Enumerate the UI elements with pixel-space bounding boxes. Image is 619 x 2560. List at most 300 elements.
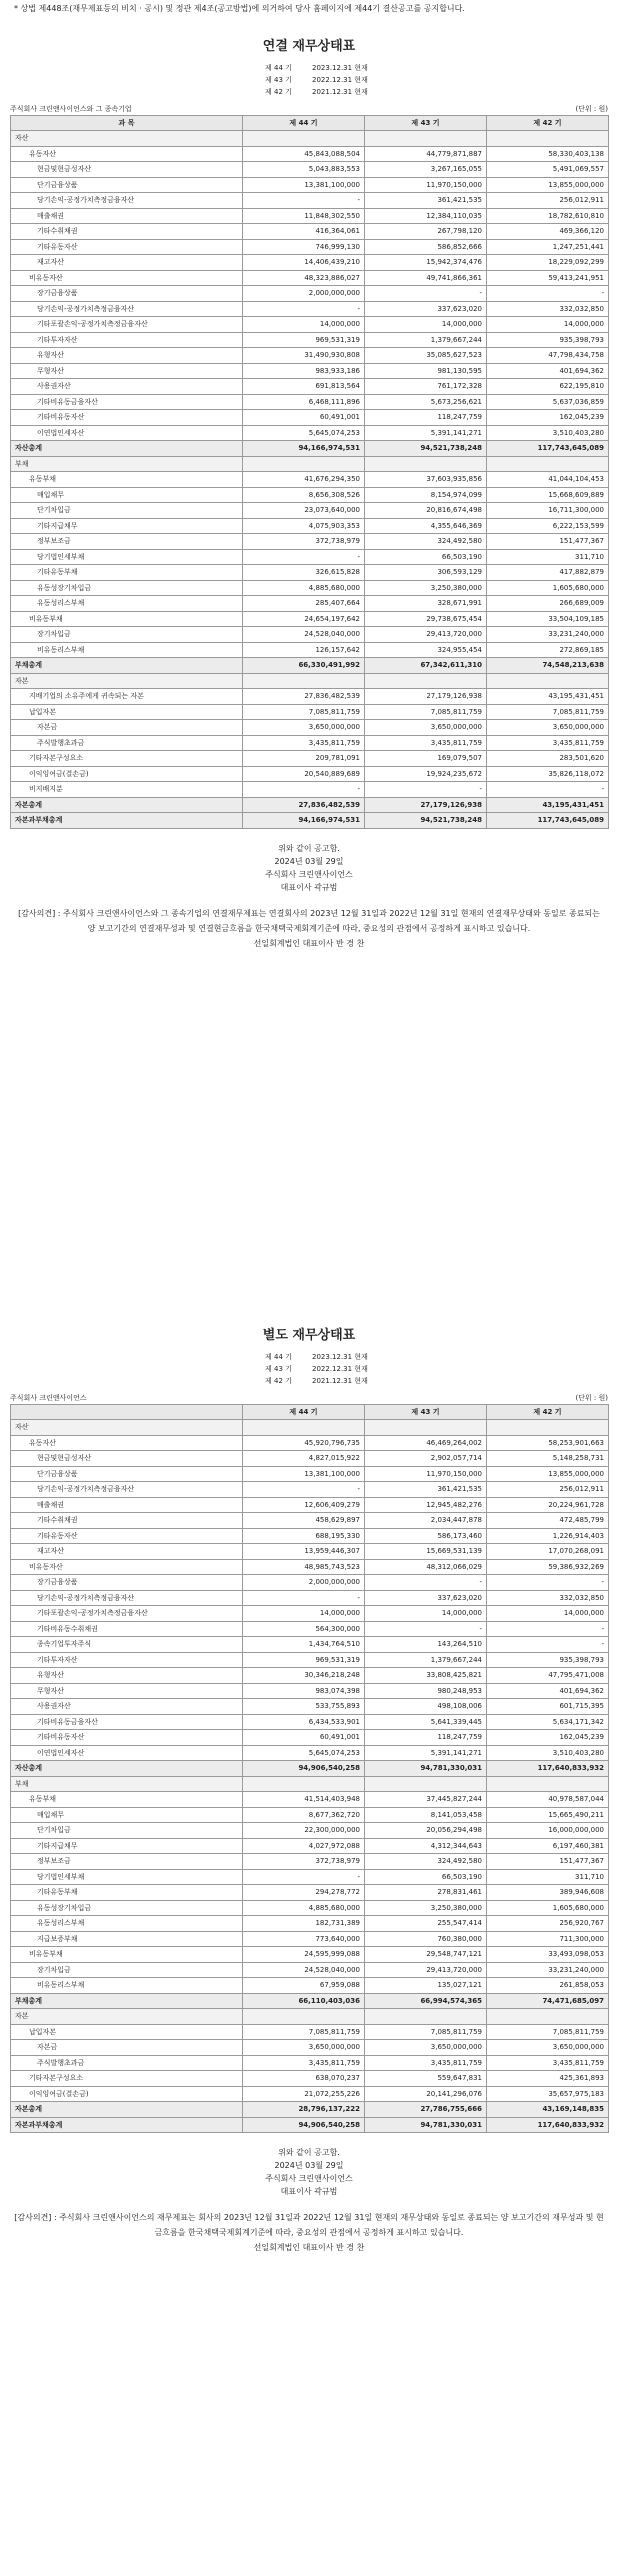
amount-cell: 151,477,367: [487, 1854, 609, 1870]
amount-cell: 169,079,507: [365, 751, 487, 767]
amount-cell: 41,044,104,453: [487, 472, 609, 488]
consolidated-statement: [10, 36, 608, 951]
account-name: 자본과부채총계: [11, 813, 243, 829]
amount-cell: 337,623,020: [365, 1590, 487, 1606]
amount-cell: [243, 673, 365, 689]
separate-statement: [10, 1325, 608, 2255]
amount-cell: [487, 1420, 609, 1436]
amount-cell: 3,250,380,000: [365, 1900, 487, 1916]
table-row: [11, 534, 609, 550]
table-row: [11, 177, 609, 193]
amount-cell: 3,435,811,759: [243, 735, 365, 751]
table-row: [11, 301, 609, 317]
amount-cell: 5,634,171,342: [487, 1714, 609, 1730]
account-name: 이연법인세자산: [11, 1745, 243, 1761]
table-row: [11, 1900, 609, 1916]
period-line: 제 42 기 2021.12.31 현재: [265, 1377, 368, 1386]
account-name: 매출채권: [11, 1497, 243, 1513]
account-name: 당기손익-공정가치측정금융자산: [11, 1482, 243, 1498]
amount-cell: -: [487, 782, 609, 798]
amount-cell: 1,605,680,000: [487, 1900, 609, 1916]
account-name: 사용권자산: [11, 1699, 243, 1715]
table-row: [11, 1606, 609, 1622]
amount-cell: 1,379,667,244: [365, 332, 487, 348]
table-row: [11, 1621, 609, 1637]
column-header: 과 목: [11, 115, 243, 131]
amount-cell: 43,195,431,451: [487, 797, 609, 813]
amount-cell: 13,959,446,307: [243, 1544, 365, 1560]
amount-cell: 983,074,398: [243, 1683, 365, 1699]
amount-cell: 59,386,932,269: [487, 1559, 609, 1575]
amount-cell: 27,179,126,938: [365, 797, 487, 813]
amount-cell: 94,906,540,258: [243, 1761, 365, 1777]
amount-cell: [365, 1420, 487, 1436]
balance-sheet-table: [10, 115, 609, 829]
table-row: [11, 1528, 609, 1544]
amount-cell: 935,398,793: [487, 1652, 609, 1668]
table-row: [11, 162, 609, 178]
table-row: [11, 193, 609, 209]
amount-cell: 33,231,240,000: [487, 1962, 609, 1978]
amount-cell: 117,640,833,932: [487, 2117, 609, 2133]
audit-opinion: [10, 2210, 608, 2255]
account-name: 납입자본: [11, 704, 243, 720]
table-row: [11, 425, 609, 441]
amount-cell: 15,665,490,211: [487, 1807, 609, 1823]
company-name: 주식회사 크린앤사이언스와 그 종속기업: [10, 104, 132, 113]
table-row: [11, 503, 609, 519]
audit-opinion: [10, 906, 608, 951]
account-name: 주식발행초과금: [11, 2055, 243, 2071]
account-name: 장기차입금: [11, 1962, 243, 1978]
amount-cell: 27,786,755,666: [365, 2102, 487, 2118]
account-name: 자본: [11, 2009, 243, 2025]
unit-label: (단위 : 원): [575, 104, 608, 113]
account-name: 정부보조금: [11, 534, 243, 550]
amount-cell: -: [365, 1621, 487, 1637]
category-row: [11, 1420, 609, 1436]
amount-cell: 27,836,482,539: [243, 797, 365, 813]
amount-cell: 94,521,738,248: [365, 813, 487, 829]
account-name: 정부보조금: [11, 1854, 243, 1870]
amount-cell: 472,485,799: [487, 1513, 609, 1529]
amount-cell: 33,504,109,185: [487, 611, 609, 627]
amount-cell: 47,798,434,758: [487, 348, 609, 364]
amount-cell: 45,843,088,504: [243, 146, 365, 162]
column-header: 제 42 기: [487, 115, 609, 131]
section-title: 연결 재무상태표: [262, 39, 356, 54]
table-row: [11, 317, 609, 333]
account-name: 유동성리스부채: [11, 596, 243, 612]
table-row: [11, 1637, 609, 1653]
amount-cell: 7,085,811,759: [365, 704, 487, 720]
amount-cell: 48,312,066,029: [365, 1559, 487, 1575]
amount-cell: -: [243, 1590, 365, 1606]
footer-company: 주식회사 크린앤사이언스: [265, 869, 353, 879]
table-row: [11, 720, 609, 736]
amount-cell: 44,779,871,887: [365, 146, 487, 162]
table-row: [11, 2040, 609, 2056]
account-name: 유동자산: [11, 1435, 243, 1451]
amount-cell: 35,826,118,072: [487, 766, 609, 782]
table-row: [11, 642, 609, 658]
amount-cell: 15,669,531,139: [365, 1544, 487, 1560]
amount-cell: 311,710: [487, 549, 609, 565]
amount-cell: -: [243, 1482, 365, 1498]
account-name: 당기법인세부채: [11, 549, 243, 565]
amount-cell: 182,731,389: [243, 1916, 365, 1932]
account-name: 장기차입금: [11, 627, 243, 643]
amount-cell: 5,673,256,621: [365, 394, 487, 410]
account-name: 기타지급채무: [11, 1838, 243, 1854]
table-row: [11, 782, 609, 798]
amount-cell: 209,781,091: [243, 751, 365, 767]
amount-cell: 29,413,720,000: [365, 627, 487, 643]
amount-cell: 18,782,610,810: [487, 208, 609, 224]
amount-cell: 294,278,772: [243, 1885, 365, 1901]
amount-cell: 3,650,000,000: [487, 2040, 609, 2056]
amount-cell: 761,172,328: [365, 379, 487, 395]
amount-cell: [365, 131, 487, 147]
amount-cell: [243, 2009, 365, 2025]
amount-cell: 37,445,827,244: [365, 1792, 487, 1808]
period-list: [265, 62, 608, 99]
table-row: [11, 549, 609, 565]
account-name: 유동부채: [11, 472, 243, 488]
amount-cell: 586,852,666: [365, 239, 487, 255]
account-name: 자본총계: [11, 797, 243, 813]
amount-cell: 74,548,213,638: [487, 658, 609, 674]
amount-cell: 361,421,535: [365, 193, 487, 209]
amount-cell: 48,323,886,027: [243, 270, 365, 286]
footer-date: 2024년 03월 29일: [274, 2161, 344, 2171]
account-name: 당기법인세부채: [11, 1869, 243, 1885]
account-name: 기타비유동금융자산: [11, 394, 243, 410]
amount-cell: 43,195,431,451: [487, 689, 609, 705]
account-name: 비유동부채: [11, 611, 243, 627]
amount-cell: 773,640,000: [243, 1931, 365, 1947]
amount-cell: 20,816,674,498: [365, 503, 487, 519]
amount-cell: 311,710: [487, 1869, 609, 1885]
footer-company: 주식회사 크린앤사이언스: [265, 2174, 353, 2184]
table-row: [11, 1466, 609, 1482]
amount-cell: 324,492,580: [365, 534, 487, 550]
amount-cell: -: [365, 782, 487, 798]
amount-cell: 12,945,482,276: [365, 1497, 487, 1513]
amount-cell: 33,493,098,053: [487, 1947, 609, 1963]
column-header: 제 42 기: [487, 1404, 609, 1420]
account-name: 재고자산: [11, 1544, 243, 1560]
footer-ceo: 대표이사 곽규범: [280, 882, 338, 892]
amount-cell: 5,491,069,557: [487, 162, 609, 178]
amount-cell: 935,398,793: [487, 332, 609, 348]
amount-cell: 372,738,979: [243, 534, 365, 550]
amount-cell: [365, 2009, 487, 2025]
column-header: 제 44 기: [243, 115, 365, 131]
amount-cell: [365, 456, 487, 472]
amount-cell: -: [365, 1575, 487, 1591]
table-row: [11, 689, 609, 705]
amount-cell: 3,435,811,759: [365, 2055, 487, 2071]
amount-cell: 12,384,110,035: [365, 208, 487, 224]
footer-line: 위와 같이 공고함.: [278, 2148, 340, 2158]
amount-cell: [487, 2009, 609, 2025]
total-row: [11, 797, 609, 813]
table-row: [11, 1807, 609, 1823]
table-row: [11, 1838, 609, 1854]
table-row: [11, 1699, 609, 1715]
amount-cell: 8,677,362,720: [243, 1807, 365, 1823]
amount-cell: 7,085,811,759: [487, 2024, 609, 2040]
account-name: 기타유동부채: [11, 1885, 243, 1901]
amount-cell: 67,959,088: [243, 1978, 365, 1994]
account-name: 기타투자자산: [11, 332, 243, 348]
amount-cell: 14,000,000: [365, 1606, 487, 1622]
amount-cell: 969,531,319: [243, 1652, 365, 1668]
account-name: 자산: [11, 131, 243, 147]
period-line: 제 43 기 2022.12.31 현재: [265, 76, 368, 85]
table-row: [11, 239, 609, 255]
table-row: [11, 1451, 609, 1467]
amount-cell: 66,994,574,365: [365, 1993, 487, 2009]
amount-cell: 21,072,255,226: [243, 2086, 365, 2102]
amount-cell: 135,027,121: [365, 1978, 487, 1994]
amount-cell: 48,985,743,523: [243, 1559, 365, 1575]
amount-cell: 5,637,036,859: [487, 394, 609, 410]
table-row: [11, 580, 609, 596]
amount-cell: 43,169,148,835: [487, 2102, 609, 2118]
account-name: 기타비유동금융자산: [11, 1714, 243, 1730]
table-row: [11, 1885, 609, 1901]
account-name: 유형자산: [11, 348, 243, 364]
amount-cell: 35,085,627,523: [365, 348, 487, 364]
table-row: [11, 394, 609, 410]
footer-date: 2024년 03월 29일: [274, 856, 344, 866]
account-name: 단기금융상품: [11, 177, 243, 193]
amount-cell: 1,226,914,403: [487, 1528, 609, 1544]
amount-cell: 117,743,645,089: [487, 813, 609, 829]
amount-cell: 46,469,264,002: [365, 1435, 487, 1451]
amount-cell: 14,000,000: [243, 1606, 365, 1622]
account-name: 종속기업투자주식: [11, 1637, 243, 1653]
table-row: [11, 1869, 609, 1885]
amount-cell: 151,477,367: [487, 534, 609, 550]
amount-cell: 4,885,680,000: [243, 580, 365, 596]
table-row: [11, 735, 609, 751]
account-name: 기타포괄손익-공정가치측정금융자산: [11, 317, 243, 333]
amount-cell: 14,000,000: [487, 317, 609, 333]
account-name: 자본과부채총계: [11, 2117, 243, 2133]
account-name: 현금및현금성자산: [11, 162, 243, 178]
account-name: 단기차입금: [11, 503, 243, 519]
amount-cell: 622,195,810: [487, 379, 609, 395]
period-line: 제 44 기 2023.12.31 현재: [265, 64, 368, 72]
amount-cell: 337,623,020: [365, 301, 487, 317]
period-list: [265, 1351, 608, 1388]
amount-cell: 31,490,930,808: [243, 348, 365, 364]
amount-cell: -: [365, 286, 487, 302]
amount-cell: 60,491,001: [243, 410, 365, 426]
amount-cell: 6,468,111,896: [243, 394, 365, 410]
footer-line: 위와 같이 공고함.: [278, 843, 340, 853]
amount-cell: 332,032,850: [487, 1590, 609, 1606]
amount-cell: 94,906,540,258: [243, 2117, 365, 2133]
total-row: [11, 2102, 609, 2118]
account-name: 기타자본구성요소: [11, 751, 243, 767]
amount-cell: 14,000,000: [487, 1606, 609, 1622]
amount-cell: 256,012,911: [487, 1482, 609, 1498]
table-row: [11, 1497, 609, 1513]
table-row: [11, 379, 609, 395]
table-row: [11, 766, 609, 782]
amount-cell: 14,000,000: [365, 317, 487, 333]
table-row: [11, 1482, 609, 1498]
amount-cell: 586,173,460: [365, 1528, 487, 1544]
table-row: [11, 1575, 609, 1591]
account-name: 기타수취채권: [11, 224, 243, 240]
account-name: 기타유동자산: [11, 239, 243, 255]
account-name: 무형자산: [11, 363, 243, 379]
amount-cell: -: [243, 193, 365, 209]
period-line: 제 42 기 2021.12.31 현재: [265, 88, 368, 97]
amount-cell: -: [243, 1869, 365, 1885]
amount-cell: 3,510,403,280: [487, 425, 609, 441]
amount-cell: 969,531,319: [243, 332, 365, 348]
amount-cell: 372,738,979: [243, 1854, 365, 1870]
amount-cell: 601,715,395: [487, 1699, 609, 1715]
announcement-footer: [10, 2146, 608, 2198]
amount-cell: 66,503,190: [365, 549, 487, 565]
category-row: [11, 673, 609, 689]
amount-cell: 8,154,974,099: [365, 487, 487, 503]
category-row: [11, 131, 609, 147]
amount-cell: [487, 456, 609, 472]
amount-cell: 13,381,100,000: [243, 1466, 365, 1482]
table-row: [11, 1590, 609, 1606]
amount-cell: 162,045,239: [487, 1730, 609, 1746]
account-name: 지배기업의 소유주에게 귀속되는 자본: [11, 689, 243, 705]
total-row: [11, 813, 609, 829]
amount-cell: 6,222,153,599: [487, 518, 609, 534]
amount-cell: 2,902,057,714: [365, 1451, 487, 1467]
account-name: 주식발행초과금: [11, 735, 243, 751]
table-row: [11, 627, 609, 643]
account-name: 부채총계: [11, 1993, 243, 2009]
account-name: 기타자본구성요소: [11, 2071, 243, 2087]
footer-ceo: 대표이사 곽규범: [280, 2187, 338, 2197]
table-row: [11, 704, 609, 720]
amount-cell: 3,435,811,759: [487, 2055, 609, 2071]
account-name: 비유동부채: [11, 1947, 243, 1963]
amount-cell: 498,108,006: [365, 1699, 487, 1715]
account-name: 매입채무: [11, 1807, 243, 1823]
amount-cell: 416,364,061: [243, 224, 365, 240]
account-name: 비유동리스부채: [11, 642, 243, 658]
table-row: [11, 472, 609, 488]
amount-cell: 4,027,972,088: [243, 1838, 365, 1854]
amount-cell: 3,435,811,759: [365, 735, 487, 751]
table-row: [11, 410, 609, 426]
amount-cell: 5,645,074,253: [243, 425, 365, 441]
amount-cell: 20,141,296,076: [365, 2086, 487, 2102]
amount-cell: 559,647,831: [365, 2071, 487, 2087]
amount-cell: [243, 1420, 365, 1436]
account-name: 당기손익-공정가치측정금융자산: [11, 301, 243, 317]
amount-cell: 256,920,767: [487, 1916, 609, 1932]
amount-cell: 41,514,403,948: [243, 1792, 365, 1808]
account-name: 기타지급채무: [11, 518, 243, 534]
amount-cell: 401,694,362: [487, 1683, 609, 1699]
account-name: 기타비유동자산: [11, 1730, 243, 1746]
account-name: 유동자산: [11, 146, 243, 162]
table-meta: [10, 1392, 608, 1404]
amount-cell: 20,540,889,689: [243, 766, 365, 782]
account-name: 지급보증부채: [11, 1931, 243, 1947]
table-row: [11, 2024, 609, 2040]
amount-cell: 332,032,850: [487, 301, 609, 317]
amount-cell: 49,741,866,361: [365, 270, 487, 286]
amount-cell: 1,434,764,510: [243, 1637, 365, 1653]
amount-cell: 2,000,000,000: [243, 286, 365, 302]
amount-cell: 417,882,879: [487, 565, 609, 581]
amount-cell: 19,924,235,672: [365, 766, 487, 782]
account-name: 유동성리스부채: [11, 1916, 243, 1932]
column-header: 제 44 기: [243, 1404, 365, 1420]
amount-cell: 24,528,040,000: [243, 627, 365, 643]
amount-cell: 66,330,491,992: [243, 658, 365, 674]
account-name: 무형자산: [11, 1683, 243, 1699]
amount-cell: -: [487, 1621, 609, 1637]
amount-cell: 66,503,190: [365, 1869, 487, 1885]
account-name: 장기금융상품: [11, 286, 243, 302]
table-row: [11, 1962, 609, 1978]
account-name: 사용권자산: [11, 379, 243, 395]
account-name: 당기손익-공정가치측정금융자산: [11, 1590, 243, 1606]
account-name: 자본금: [11, 2040, 243, 2056]
amount-cell: 272,869,185: [487, 642, 609, 658]
amount-cell: -: [243, 549, 365, 565]
account-name: 자본총계: [11, 2102, 243, 2118]
account-name: 기타유동자산: [11, 1528, 243, 1544]
account-name: 현금및현금성자산: [11, 1451, 243, 1467]
amount-cell: 1,605,680,000: [487, 580, 609, 596]
amount-cell: 20,056,294,498: [365, 1823, 487, 1839]
amount-cell: 20,224,961,728: [487, 1497, 609, 1513]
amount-cell: 638,070,237: [243, 2071, 365, 2087]
amount-cell: 6,197,460,381: [487, 1838, 609, 1854]
amount-cell: 7,085,811,759: [487, 704, 609, 720]
audit-text: [감사의견] : 주식회사 크린앤사이언스와 그 종속기업의 연결재무제표는 연결회사의 2023년 12월 31일과 2022년 12월 31일 현재의 연결재무상태와 동일로 종료되는 양 보고기간의 연결재무성과 및 연결현금흐름을 한국채택국제회계기준에 따라, 중요성의 관점에서 공정하게 표시하고 있습니다.: [18, 908, 600, 933]
amount-cell: 11,970,150,000: [365, 1466, 487, 1482]
table-meta: [10, 103, 608, 115]
amount-cell: 691,813,564: [243, 379, 365, 395]
amount-cell: 29,413,720,000: [365, 1962, 487, 1978]
column-header: [11, 1404, 243, 1420]
account-name: 부채총계: [11, 658, 243, 674]
amount-cell: 533,755,893: [243, 1699, 365, 1715]
amount-cell: 469,366,120: [487, 224, 609, 240]
amount-cell: 2,034,447,878: [365, 1513, 487, 1529]
amount-cell: 3,250,380,000: [365, 580, 487, 596]
account-name: 매입채무: [11, 487, 243, 503]
amount-cell: 58,330,403,138: [487, 146, 609, 162]
account-name: 부채: [11, 456, 243, 472]
account-name: 당기손익-공정가치측정금융자산: [11, 193, 243, 209]
amount-cell: 13,855,000,000: [487, 177, 609, 193]
account-name: 자산총계: [11, 1761, 243, 1777]
amount-cell: 5,641,339,445: [365, 1714, 487, 1730]
amount-cell: 117,640,833,932: [487, 1761, 609, 1777]
